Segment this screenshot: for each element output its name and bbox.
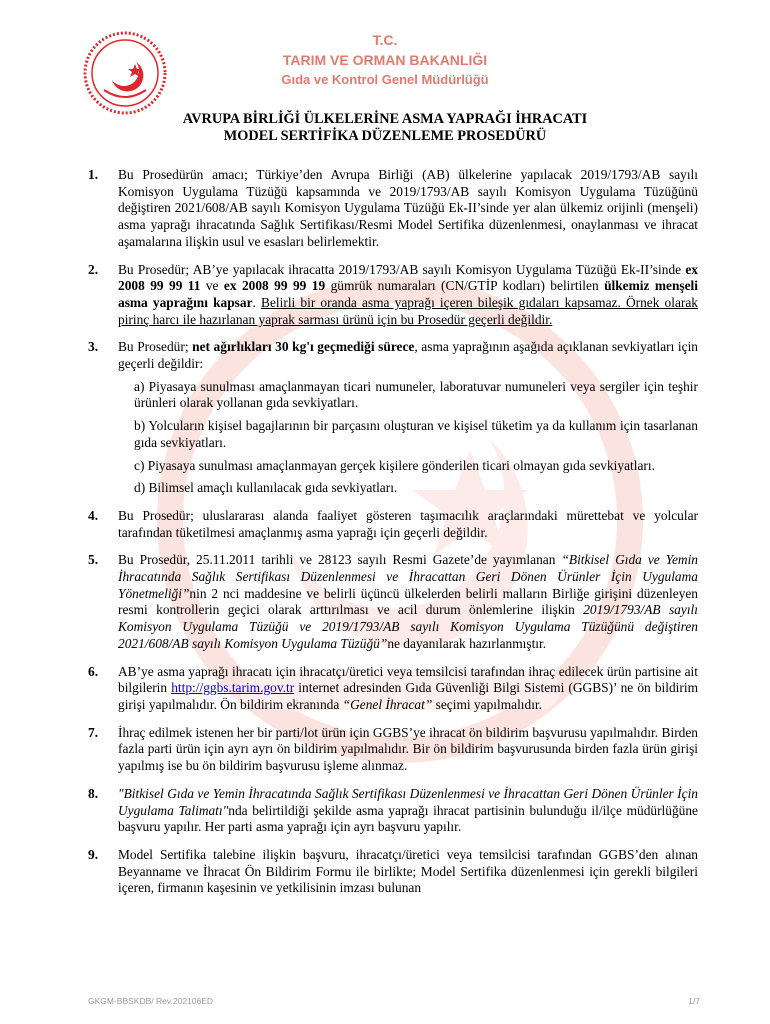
list-item [88,786,698,836]
item-text [118,664,698,714]
list-item [88,508,698,541]
text-span: internet adresinden Gıda Güvenliği Bilgi Sistemi (GGBS)’ ne ön bildirim girişi yapılmalıdır. Ön bildirim ekranında [118,680,698,712]
item-number: 1. [88,167,99,182]
bold-span: net ağırlıkları 30 kg'ı geçmediği sürece [192,339,415,355]
header-directorate: Gıda ve Kontrol Genel Müdürlüğü [281,72,489,87]
text-span: Bu Prosedür; [118,339,193,355]
item-text [118,786,698,836]
text-span: Bu Prosedür, 25.11.2011 tarihli ve 28123 sayılı Resmi Gazete’de yayımlanan [118,552,562,568]
item-number: 3. [88,339,99,355]
list-item [88,725,698,775]
item-number: 7. [88,724,99,740]
item-number: 4. [88,507,99,523]
list-item [88,339,698,497]
item-text: Bu Prosedürün amacı; Türkiye’den Avrupa Birliği (AB) ülkelerine yapılacak 2019/1793/AB sayılı Komisyon Uygulama Tüzüğü kapsamında ve 2019/1793/AB sayılı Komisyon Uygulama Tüzüğünü değiştiren 2021/608/AB sayılı Komisyon Uygulama Tüzüğü Ek-II’sinde yer alan ülkemiz orijinli (menşeli) asma yaprağı ihracatında Sağlık Sertifikası/Resmi Model Sertifika düzenlenmesi, onaylanması ve ihracat aşamalarına ilişkin usul ve esasları belirlemektir. [118,167,698,249]
document-header [0,30,770,90]
italic-span: “Genel İhracat” [342,696,433,712]
item-text [118,262,698,329]
item-text: İhraç edilmek istenen her bir parti/lot ürün için GGBS’ye ihracat ön bildirim başvurusu yapılmalıdır. Birden fazla parti ürün için ayrı ayrı ön bildirim yapılmalıdır. Bir ön bildirim başvurusunda birden fazla ürün girişi yapılmış ise bu ön bildirim başvurusu işleme alınmaz. [118,724,698,774]
list-item [88,262,698,329]
page-footer [88,996,700,1006]
text-span: nin 2 nci maddesine ve belirli üçüncü ülkelerden belirli malların Birliğe girişini düzenleyen resmi kontrollerin geçici olarak arttırılması ve acil durum önlemlerine ilişkin [118,585,698,618]
document-body [88,167,698,908]
item-intro [118,339,698,372]
text-span: , asma yaprağının aşağıda açıklanan sevkiyatları için geçerli değildir: [118,339,698,372]
list-item [88,552,698,652]
text-span: nda belirtildiği şekilde asma yaprağı ihracat partisinin bulunduğu il/ilçe müdürlüğüne başvuru yapılır. Her parti asma yaprağı için ayrı başvuru yapılır. [118,802,698,835]
item-text [118,552,698,652]
underlined-span: Belirli bir oranda asma yaprağı içeren bileşik gıdaları kapsamaz. Örnek olarak pirinç harcı ile hazırlanan yaprak sarması ürünü için bu Prosedür geçerli değildir. [118,294,699,327]
sub-item-a: a) Piyasaya sunulması amaçlanmayan ticari numuneler, laboratuvar numuneleri veya sergiler için teşhir ürünleri olarak yollanan gıda sevkiyatları. [134,378,698,411]
header-tc: T.C. [372,32,398,48]
item-text: Bu Prosedür; uluslararası alanda faaliyet gösteren taşımacılık araçlarındaki mürettebat ve yolcular tarafından tüketilmesi amaçlanmış asma yaprağı için geçerli değildir. [118,507,698,540]
text-span: AB’ye asma yaprağı ihracatı için ihracatçı/üretici veya temsilcisi tarafından ihraç edilecek ürün partisine ait bilgilerin [118,663,698,696]
italic-span: “Bitkisel Gıda ve Yemin İhracatında Sağlık Sertifikası Düzenlenmesi ve İhracattan Geri Dönen Ürünler İçin Uygulama Yönetmeliği” [118,552,698,601]
list-item [88,847,698,897]
bold-span: ülkemiz menşeli asma yaprağını kapsar [118,278,698,310]
italic-span: "Bitkisel Gıda ve Yemin İhracatında Sağlık Sertifikası Düzenlenmesi ve İhracattan Geri Dönen Ürünler İçin Uygulama Talimatı" [118,785,698,818]
sub-item-d: d) Bilimsel amaçlı kullanılacak gıda sevkiyatları. [134,480,398,496]
page-number: 1/7 [688,996,700,1006]
list-item [88,664,698,714]
item-text [118,339,698,497]
item-number: 2. [88,261,99,277]
italic-span: 2019/1793/AB sayılı Komisyon Uygulama Tüzüğü ve 2019/1793/AB sayılı Komisyon Uygulama Tüzüğünü değiştiren 2021/608/AB sayılı Komisyon Uygulama Tüzüğü” [118,602,698,651]
list-item [88,167,698,251]
item-number: 5. [88,552,99,568]
title-line-1: AVRUPA BİRLİĞİ ÜLKELERİNE ASMA YAPRAĞI İHRACATI [182,111,588,127]
item-number: 9. [88,846,99,862]
document-code: GKGM-BBSKDB/ Rev.202106ED [88,996,214,1006]
text-span: gümrük numaraları (CN/GTİP kodları) belirtilen [325,278,605,294]
item-number: 6. [88,663,99,679]
ggbs-link[interactable]: http://ggbs.tarim.gov.tr [171,680,295,696]
text-span: seçimi yapılmalıdır. [432,696,542,712]
document-title [0,111,770,145]
bold-span: ex 2008 99 99 11 [118,261,698,294]
title-line-2: MODEL SERTİFİKA DÜZENLEME PROSEDÜRÜ [223,128,547,144]
text-span: . [252,294,262,310]
item-text: Model Sertifika talebine ilişkin başvuru, ihracatçı/üretici veya temsilcisi tarafından GGBS’den alınan Beyanname ve İhracat Ön Bildirim Formu ile birlikte; Model Sertifika düzenlenmesi için gerekli bilgileri içeren, firmanın kaşesinin ve yetkilisinin imzası bulunan [118,846,698,896]
text-span: ve [200,278,224,294]
sub-item-c: c) Piyasaya sunulması amaçlanmayan gerçek kişilere gönderilen ticari olmayan gıda sevkiyatları. [134,457,655,473]
header-ministry: TARIM VE ORMAN BAKANLIĞI [282,52,488,68]
sub-item-b: b) Yolcuların kişisel bagajlarının bir parçasını oluşturan ve kişisel tüketim ya da kullanım için tasarlanan gıda sevkiyatları. [134,418,698,450]
text-span: Bu Prosedür; AB’ye yapılacak ihracatta 2019/1793/AB sayılı Komisyon Uygulama Tüzüğü Ek-II’sinde [118,261,686,277]
item-number: 8. [88,785,99,801]
bold-span: ex 2008 99 99 19 [223,278,326,294]
text-span: ne dayanılarak hazırlanmıştır. [387,635,547,651]
